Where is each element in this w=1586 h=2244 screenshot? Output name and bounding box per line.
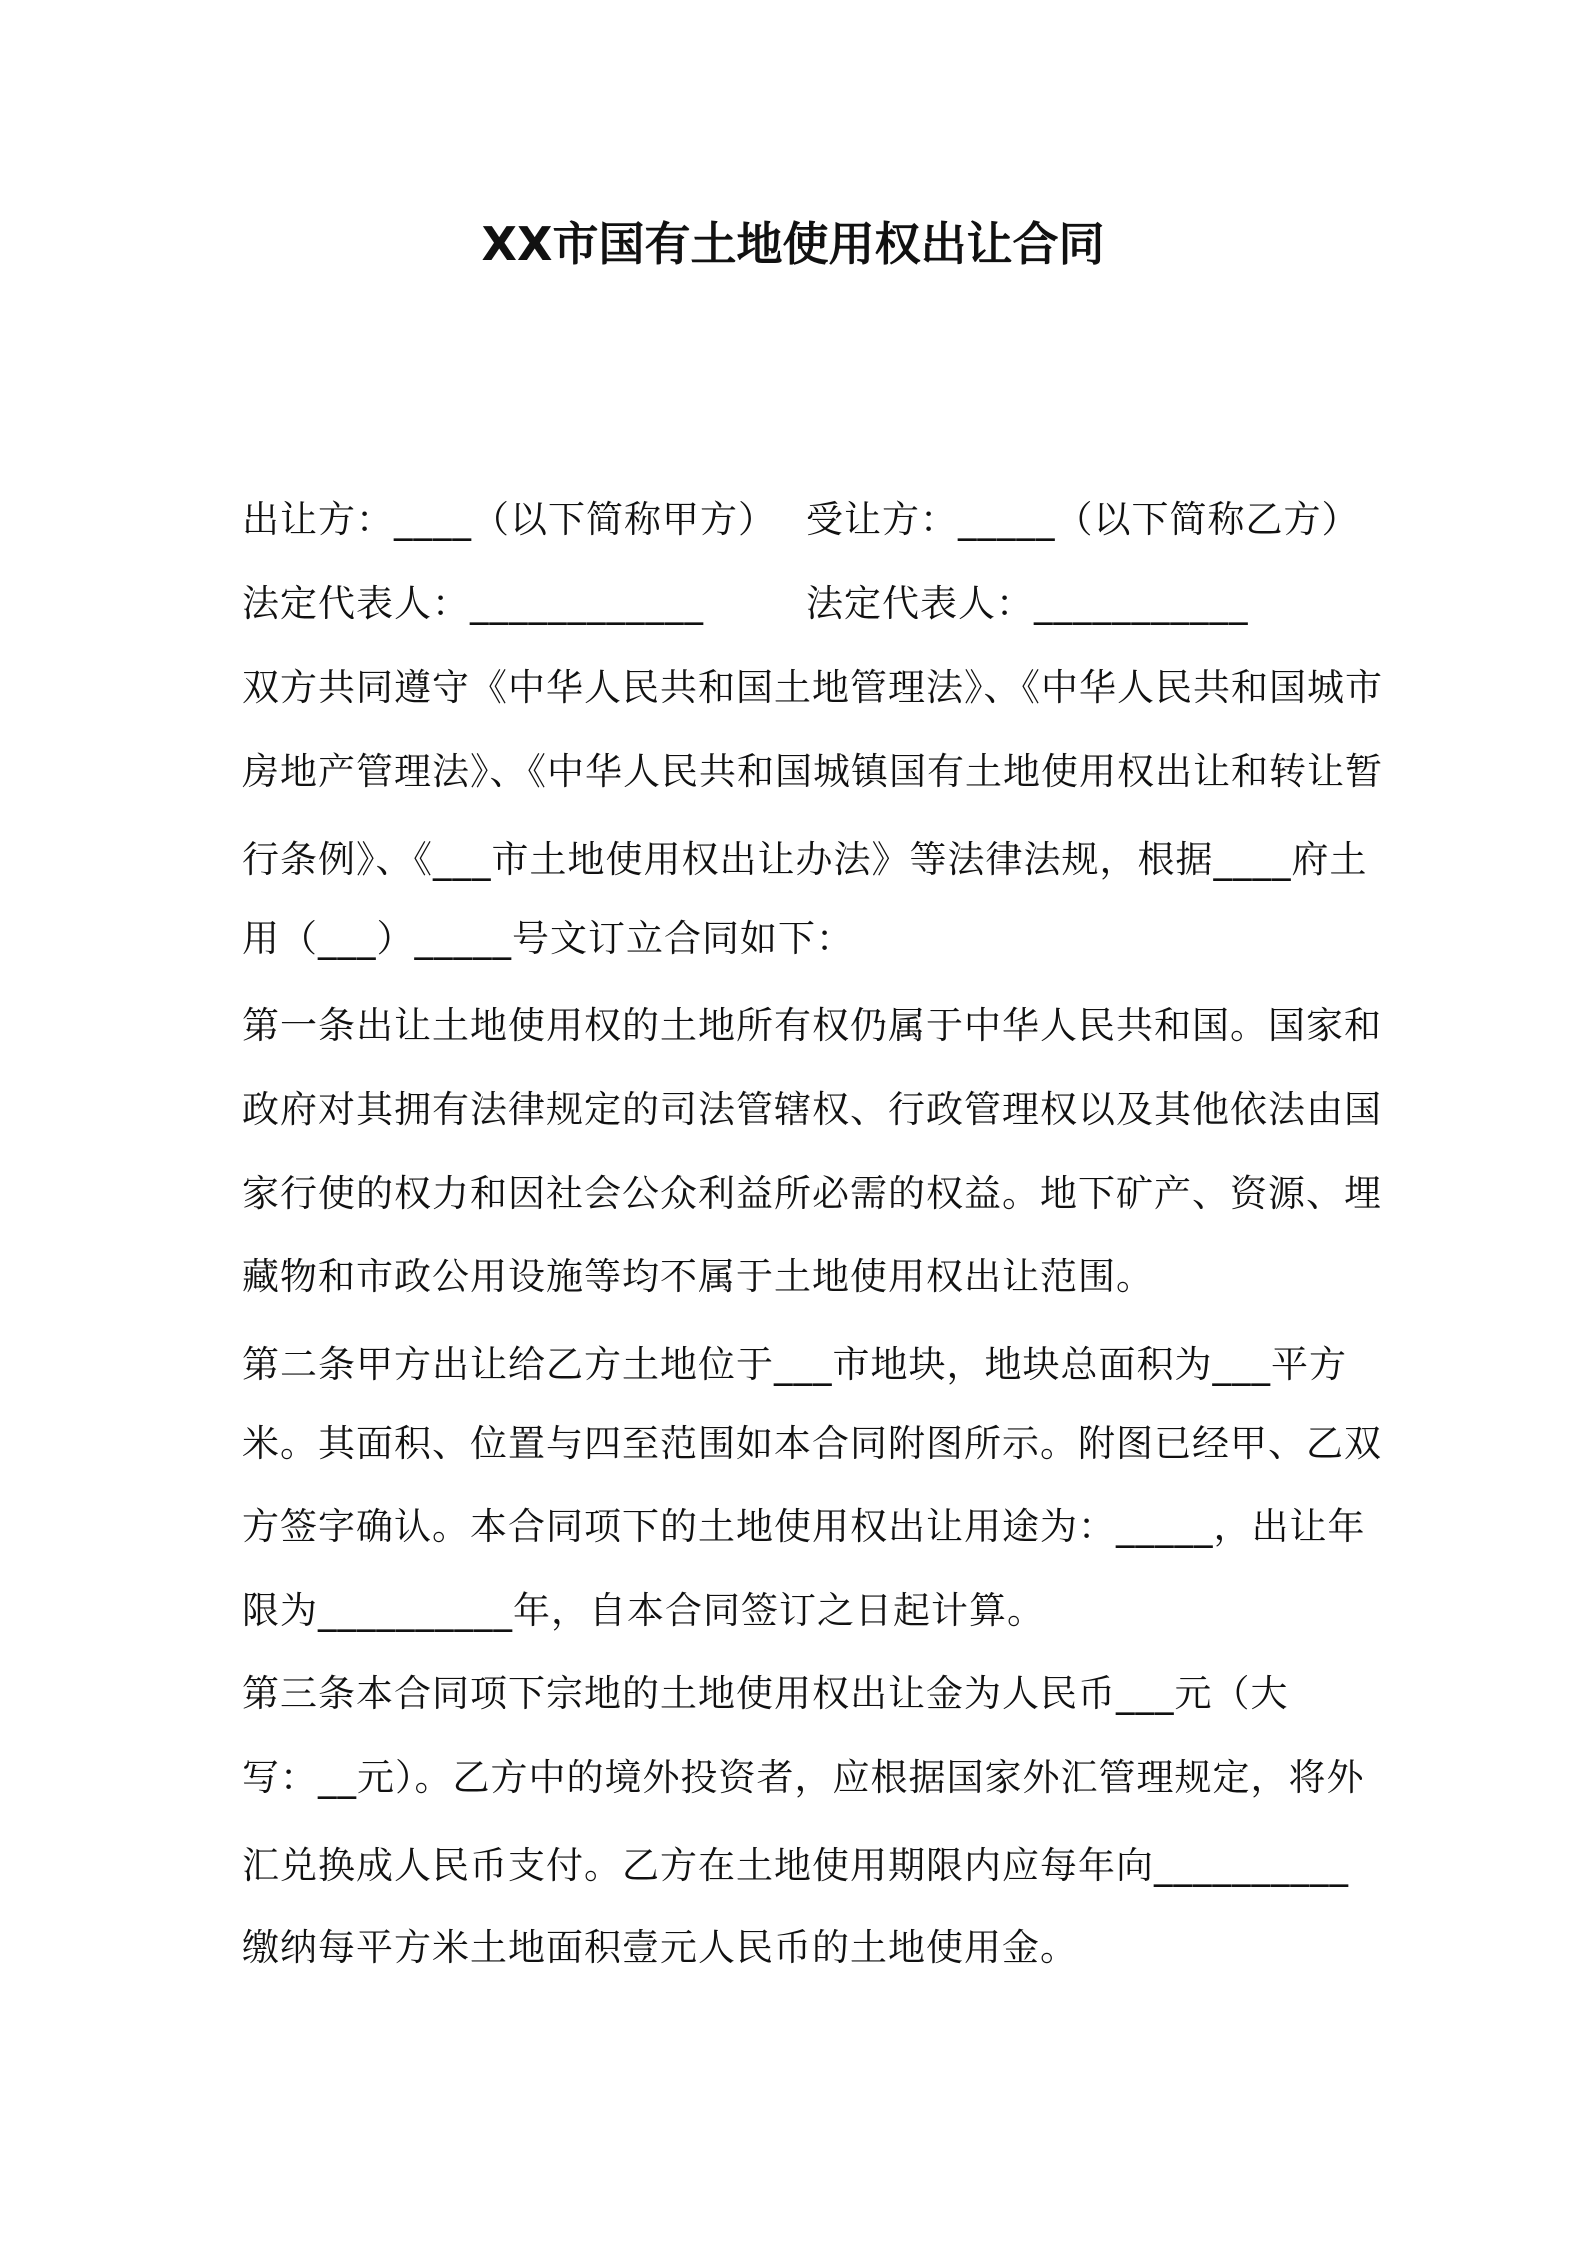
article2-line: 方签字确认。本合同项下的土地使用权出让用途为：_____，出让年: [242, 1505, 1366, 1548]
article1-line: 藏物和市政公用设施等均不属于土地使用权出让范围。: [242, 1255, 1154, 1298]
preamble-line: 房地产管理法》、《中华人民共和国城镇国有土地使用权出让和转让暂: [242, 750, 1383, 793]
transferee-line: 受让方：_____（以下简称乙方）: [806, 498, 1360, 541]
article1-line: 家行使的权力和因社会公众利益所必需的权益。地下矿产、资源、埋: [242, 1172, 1382, 1215]
representative-a-line: 法定代表人：____________: [242, 582, 704, 625]
article2-line: 米。其面积、位置与四至范围如本合同附图所示。附图已经甲、乙双: [242, 1422, 1382, 1465]
article1-line: 第一条出让土地使用权的土地所有权仍属于中华人民共和国。国家和: [242, 1004, 1382, 1047]
preamble-line: 双方共同遵守《中华人民共和国土地管理法》、《中华人民共和国城市: [242, 666, 1383, 709]
document-title: XX市国有土地使用权出让合同: [481, 217, 1105, 271]
transferor-line: 出让方：____（以下简称甲方）: [242, 498, 776, 541]
preamble-line: 行条例》、《___市土地使用权出让办法》等法律法规，根据____府土: [242, 838, 1368, 881]
article1-line: 政府对其拥有法律规定的司法管辖权、行政管理权以及其他依法由国: [242, 1088, 1382, 1131]
representative-b-line: 法定代表人：___________: [806, 582, 1249, 625]
article3-line: 写：__元）。乙方中的境外投资者，应根据国家外汇管理规定，将外: [242, 1756, 1365, 1799]
article2-line: 限为__________年，自本合同签订之日起计算。: [242, 1589, 1045, 1632]
preamble-line: 用（___）_____号文订立合同如下：: [242, 917, 854, 960]
article3-line: 缴纳每平方米土地面积壹元人民币的土地使用金。: [242, 1926, 1078, 1969]
article3-line: 第三条本合同项下宗地的土地使用权出让金为人民币___元（大: [242, 1672, 1289, 1715]
article3-line: 汇兑换成人民币支付。乙方在土地使用期限内应每年向__________: [242, 1844, 1349, 1887]
article2-line: 第二条甲方出让给乙方土地位于___市地块，地块总面积为___平方: [242, 1343, 1347, 1386]
